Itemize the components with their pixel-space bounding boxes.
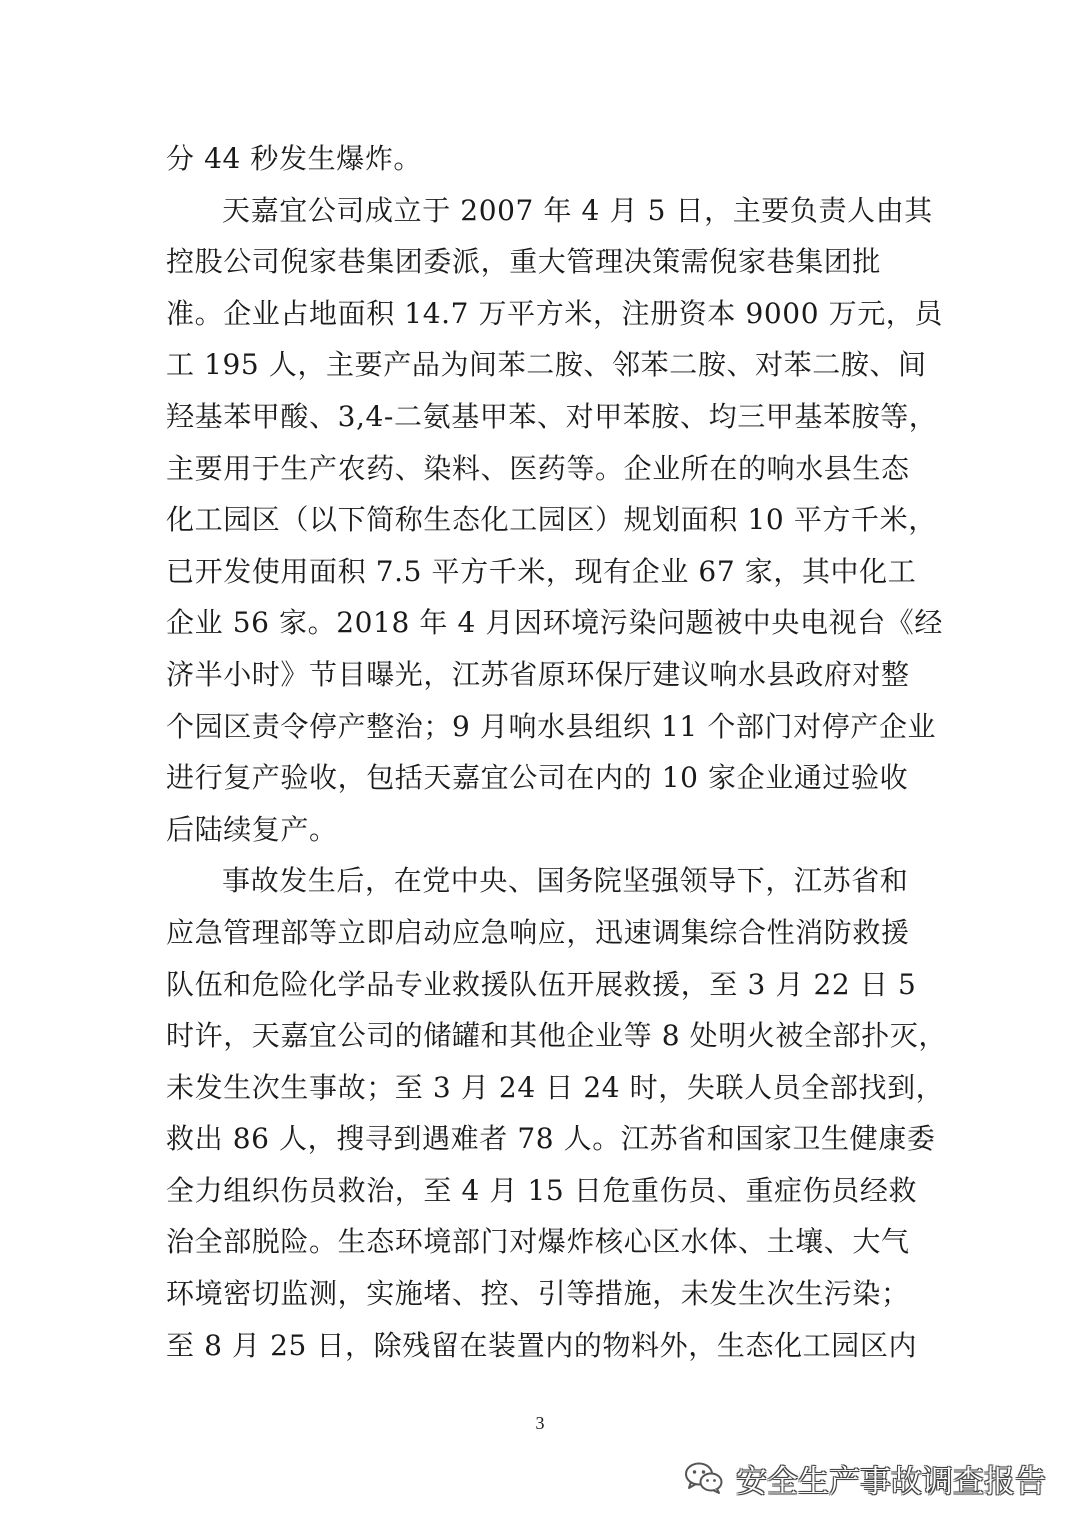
text-line: 控股公司倪家巷集团委派，重大管理决策需倪家巷集团批 (166, 245, 882, 279)
text-line: 主要用于生产农药、染料、医药等。企业所在的响水县生态 (166, 451, 910, 485)
text-line: 进行复产验收，包括天嘉宜公司在内的 10 家企业通过验收 (166, 761, 909, 795)
page-number: 3 (535, 1413, 545, 1433)
watermark (684, 1456, 1046, 1500)
text-line: 应急管理部等立即启动应急响应，迅速调集综合性消防救援 (166, 915, 910, 949)
text-line: 已开发使用面积 7.5 平方千米，现有企业 67 家，其中化工 (166, 554, 917, 588)
text-line: 未发生次生事故；至 3 月 24 日 24 时，失联人员全部找到， (166, 1070, 945, 1104)
text-line: 化工园区（以下简称生态化工园区）规划面积 10 平方千米， (166, 503, 937, 537)
text-line: 救出 86 人，搜寻到遇难者 78 人。江苏省和国家卫生健康委 (166, 1122, 936, 1156)
text-line: 环境密切监测，实施堵、控、引等措施，未发生次生污染； (166, 1277, 910, 1311)
text-line: 至 8 月 25 日，除残留在装置内的物料外，生态化工园区内 (166, 1328, 918, 1362)
text-line: 羟基苯甲酸、3,4-二氨基甲苯、对甲苯胺、均三甲基苯胺等， (166, 399, 938, 433)
text-line: 全力组织伤员救治，至 4 月 15 日危重伤员、重症伤员经救 (166, 1173, 918, 1207)
text-line: 治全部脱险。生态环境部门对爆炸核心区水体、土壤、大气 (166, 1225, 910, 1259)
text-line: 时许，天嘉宜公司的储罐和其他企业等 8 处明火被全部扑灭， (166, 1019, 948, 1053)
text-line: 企业 56 家。2018 年 4 月因环境污染问题被中央电视台《经 (166, 606, 944, 640)
text-line: 准。企业占地面积 14.7 万平方米，注册资本 9000 万元，员 (166, 296, 944, 330)
text-line: 工 195 人，主要产品为间苯二胺、邻苯二胺、对苯二胺、间 (166, 348, 927, 382)
text-line: 队伍和危险化学品专业救援队伍开展救援，至 3 月 22 日 5 (166, 967, 917, 1001)
wechat-icon (684, 1461, 724, 1495)
paragraph-start-line: 天嘉宜公司成立于 2007 年 4 月 5 日，主要负责人由其 (222, 193, 933, 227)
text-line: 济半小时》节目曝光，江苏省原环保厅建议响水县政府对整 (166, 657, 910, 691)
text-line: 后陆续复产。 (166, 812, 338, 846)
text-line: 个园区责令停产整治；9 月响水县组织 11 个部门对停产企业 (166, 709, 937, 743)
document-body (166, 133, 948, 1371)
paragraph-start-line: 事故发生后，在党中央、国务院坚强领导下，江苏省和 (222, 864, 909, 898)
text-line: 分 44 秒发生爆炸。 (166, 142, 423, 175)
watermark-text: 安全生产事故调查报告 (736, 1463, 1046, 1500)
